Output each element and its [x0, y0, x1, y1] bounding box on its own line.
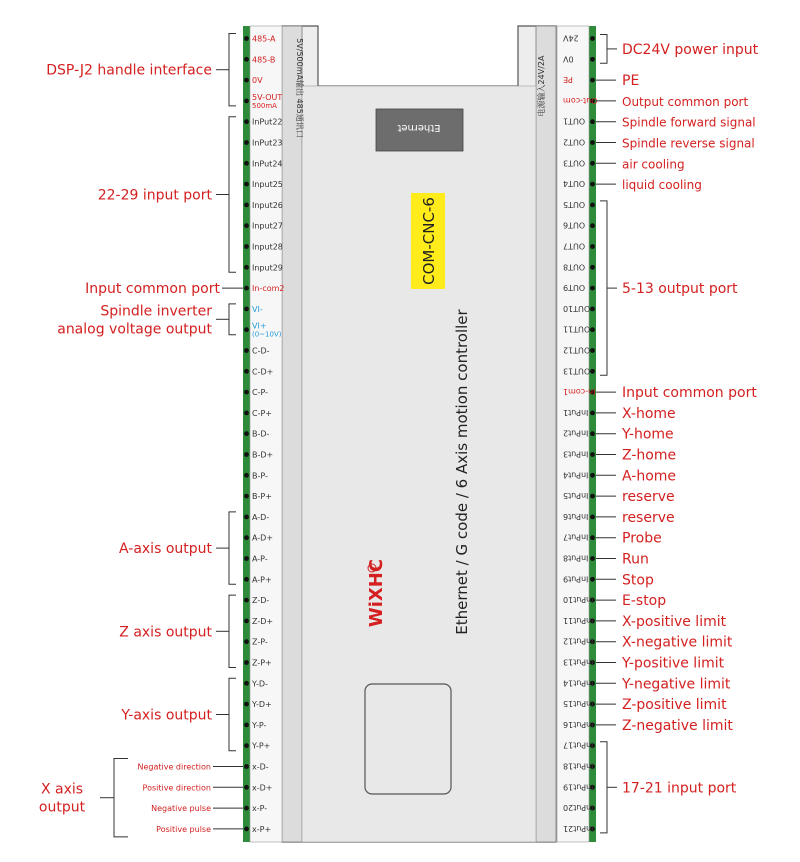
- left-pin-dot: [244, 702, 249, 707]
- left-pin-dot: [244, 57, 249, 62]
- left-pin-dot: [244, 182, 249, 187]
- right-pin-label: InPut1: [563, 407, 589, 417]
- right-group-label: A-home: [622, 468, 677, 485]
- left-pin-label: Input29: [252, 263, 283, 273]
- left-pin-dot: [244, 723, 249, 728]
- left-pin-label: Y-D-: [252, 679, 268, 689]
- right-group-label: Z-positive limit: [622, 697, 727, 714]
- right-group-label: Input common port: [622, 385, 757, 402]
- left-pin-dot: [244, 806, 249, 811]
- right-group-label: E-stop: [622, 593, 667, 610]
- right-pin-label: OUT6: [563, 220, 586, 230]
- left-pin-label: Input25: [252, 180, 283, 190]
- right-strip-text: 电源输入24V/2A: [537, 55, 546, 117]
- left-pin-label: Input28: [252, 242, 283, 252]
- right-group-label: PE: [622, 73, 640, 90]
- right-pin-label: InPut4: [563, 470, 589, 480]
- x-axis-pin-note: Positive pulse: [156, 824, 211, 834]
- right-pin-label: OUT3: [563, 158, 586, 168]
- left-pin-label: Y-D+: [252, 700, 272, 710]
- left-pin-dot: [244, 244, 249, 249]
- x-axis-group-label: output: [38, 799, 86, 816]
- x-axis-pin-note: Negative pulse: [151, 804, 211, 814]
- left-pin-label: C-P+: [252, 408, 272, 418]
- right-pin-label: OUT12: [563, 345, 591, 355]
- left-pin-dot: [244, 535, 249, 540]
- left-pin-label: Y-P-: [252, 720, 267, 730]
- right-group-label: reserve: [622, 489, 675, 506]
- right-pin-label: OUT5: [563, 199, 586, 209]
- right-pin-label: Out-com: [563, 95, 598, 105]
- right-pin-label: InPut2: [563, 428, 589, 438]
- left-pin-label: x-D+: [252, 783, 273, 793]
- right-pin-dot: [590, 411, 595, 416]
- left-pin-dot: [244, 473, 249, 478]
- left-pin-dot: [244, 411, 249, 416]
- right-pin-label: OUT11: [563, 324, 591, 334]
- right-pin-label: InPut10: [563, 595, 594, 605]
- left-pin-label: A-D-: [252, 512, 270, 522]
- model-name: COM-CNC-6: [420, 197, 438, 285]
- left-pin-label: 0V: [252, 76, 263, 86]
- right-pin-label: InPut7: [563, 532, 589, 542]
- left-pin-dot: [244, 681, 249, 686]
- left-pin-dot: [244, 598, 249, 603]
- left-group-label: Spindle inverter: [100, 303, 212, 320]
- right-group-label: reserve: [622, 509, 675, 526]
- left-pin-label: x-P+: [252, 824, 272, 834]
- right-pin-label: OUT4: [563, 179, 586, 189]
- left-pin-dot: [244, 577, 249, 582]
- right-group-label: X-negative limit: [622, 634, 733, 651]
- right-group-label: 5-13 output port: [622, 281, 738, 298]
- left-pin-label: Input26: [252, 200, 283, 210]
- left-pin-dot: [244, 660, 249, 665]
- left-group-5-bracket: [229, 595, 236, 667]
- x-axis-group-label: X axis: [40, 781, 84, 798]
- left-pin-label: 485-B: [252, 55, 276, 65]
- right-pin-label: PE: [563, 75, 573, 85]
- right-pin-dot: [590, 473, 595, 478]
- left-group-label: Z axis output: [119, 624, 212, 641]
- left-annotations: [39, 34, 243, 837]
- right-pin-dot: [590, 286, 595, 291]
- right-pin-label: OUT9: [563, 283, 586, 293]
- right-pin-dot: [590, 57, 595, 62]
- right-group-bracket: [600, 742, 607, 833]
- right-pin-label: 24V: [563, 33, 579, 43]
- right-group-bracket: [600, 201, 607, 375]
- left-group-label: 22-29 input port: [97, 187, 212, 204]
- right-annotations: [596, 35, 759, 833]
- left-group-label: Input common port: [85, 281, 220, 298]
- left-pin-dot: [244, 390, 249, 395]
- right-group-bracket: [600, 35, 607, 64]
- right-group-label: DC24V power input: [622, 41, 759, 58]
- left-pin-dot: [244, 99, 249, 104]
- right-pin-label: InPut13: [563, 657, 594, 667]
- right-pin-label: 0V: [563, 54, 574, 64]
- left-pin-dot: [244, 515, 249, 520]
- left-pin-label-sub: (0~10V): [252, 330, 282, 339]
- ethernet-port-label: Ethernet: [397, 122, 441, 133]
- right-pin-dot: [590, 556, 595, 561]
- left-pin-dot: [244, 307, 249, 312]
- right-group-label: Z-negative limit: [622, 717, 733, 734]
- right-pin-label: InPut19: [563, 782, 594, 792]
- left-pin-label: 5V-OUT: [252, 92, 283, 102]
- right-pin-label: InPut12: [563, 636, 594, 646]
- left-pin-dot: [244, 327, 249, 332]
- right-pin-label: InPut9: [563, 574, 589, 584]
- right-pin-label: InPut6: [563, 511, 589, 521]
- left-pin-label: Z-P+: [252, 658, 272, 668]
- right-pin-dot: [590, 265, 595, 270]
- x-axis-bracket: [114, 759, 128, 837]
- left-pin-label: B-P+: [252, 492, 272, 502]
- left-pin-dot: [244, 36, 249, 41]
- right-group-label: Z-home: [622, 447, 677, 464]
- right-pin-label: InPut5: [563, 491, 589, 501]
- board-side-rail-left: [282, 26, 302, 842]
- left-pin-dot: [244, 78, 249, 83]
- right-pin-dot: [590, 203, 595, 208]
- left-pin-dot: [244, 348, 249, 353]
- left-pin-dot: [244, 161, 249, 166]
- left-pin-dot: [244, 494, 249, 499]
- right-pin-dot: [590, 452, 595, 457]
- right-pin-dot: [590, 223, 595, 228]
- right-group-label: Run: [622, 551, 649, 568]
- left-group-label: analog voltage output: [57, 321, 212, 338]
- right-pin-dot: [590, 78, 595, 83]
- left-pin-label: C-P-: [252, 388, 269, 398]
- right-pin-dot: [590, 577, 595, 582]
- right-pin-label: InPut14: [563, 678, 594, 688]
- left-pin-dot: [244, 286, 249, 291]
- left-pin-dot: [244, 785, 249, 790]
- left-pin-dot: [244, 764, 249, 769]
- left-pin-label: x-D-: [252, 762, 269, 772]
- left-group-label: Y-axis output: [121, 707, 212, 724]
- product-description: Ethernet / G code / 6 Axis motion controller: [453, 309, 471, 635]
- right-group-label: Output common port: [622, 94, 749, 109]
- right-pin-label: InPut11: [563, 615, 594, 625]
- x-axis-pin-note: Negative direction: [137, 762, 211, 772]
- right-pin-dot: [590, 494, 595, 499]
- left-pin-dot: [244, 369, 249, 374]
- left-pin-dot: [244, 619, 249, 624]
- right-group-label: X-home: [622, 405, 676, 422]
- left-pin-label: B-D-: [252, 429, 270, 439]
- left-pin-label: Z-D+: [252, 616, 274, 626]
- left-pin-label: InPut24: [252, 159, 283, 169]
- right-pin-label: OUT10: [563, 303, 591, 313]
- left-pin-label: InPut22: [252, 117, 283, 127]
- left-strip-text: 5V/500mA输出 485通讯口: [295, 38, 304, 138]
- left-pin-dot: [244, 743, 249, 748]
- right-group-label: Spindle forward signal: [622, 115, 756, 130]
- right-pin-label: InPut3: [563, 449, 589, 459]
- left-pin-label: B-D+: [252, 450, 274, 460]
- left-group-0-bracket: [229, 34, 236, 106]
- right-group-label: X-positive limit: [622, 613, 727, 630]
- left-pin-label: Z-P-: [252, 637, 268, 647]
- x-axis-pin-note: Positive direction: [142, 783, 211, 793]
- right-pin-label: InPut21: [563, 823, 594, 833]
- right-group-label: Y-positive limit: [622, 655, 725, 672]
- right-pin-dot: [590, 515, 595, 520]
- right-pin-dot: [590, 36, 595, 41]
- left-group-6-bracket: [229, 678, 236, 750]
- left-group-1-bracket: [229, 117, 236, 273]
- right-pin-dot: [590, 182, 595, 187]
- left-pin-dot: [244, 556, 249, 561]
- left-pin-dot: [244, 140, 249, 145]
- right-group-label: Y-negative limit: [622, 676, 731, 693]
- right-group-label: Probe: [622, 530, 662, 547]
- right-pin-dot: [590, 161, 595, 166]
- left-pin-dot: [244, 431, 249, 436]
- right-pin-label: InPut15: [563, 699, 594, 709]
- right-group-label: liquid cooling: [622, 178, 702, 193]
- left-pin-label: VI+: [252, 321, 267, 331]
- left-pin-label: C-D+: [252, 367, 274, 377]
- right-pin-dot: [590, 535, 595, 540]
- left-pin-label: A-D+: [252, 533, 274, 543]
- right-pin-label: InPut16: [563, 719, 594, 729]
- left-pin-label: A-P-: [252, 554, 268, 564]
- right-pin-label: OUT1: [563, 116, 586, 126]
- left-pin-label: VI-: [252, 304, 263, 314]
- left-pin-dot: [244, 827, 249, 832]
- right-group-label: air cooling: [622, 157, 685, 172]
- brand-logo: WiXHC: [366, 558, 387, 628]
- left-pin-label: Y-P+: [252, 741, 271, 751]
- left-pin-dot: [244, 203, 249, 208]
- right-pin-dot: [590, 119, 595, 124]
- left-pin-label: C-D-: [252, 346, 270, 356]
- right-pin-label: InPut18: [563, 761, 594, 771]
- right-pin-label: In-com1: [563, 387, 596, 397]
- left-pin-dot: [244, 223, 249, 228]
- left-pin-label: Z-D-: [252, 596, 270, 606]
- left-pin-label: B-P-: [252, 471, 268, 481]
- right-pin-label: InPut8: [563, 553, 589, 563]
- left-pin-label: InPut23: [252, 138, 283, 148]
- right-pin-dot: [590, 244, 595, 249]
- right-pin-label: OUT7: [563, 241, 586, 251]
- left-group-label: A-axis output: [119, 541, 212, 558]
- right-pin-label: OUT2: [563, 137, 586, 147]
- right-pin-label: OUT8: [563, 262, 586, 272]
- left-pin-dot: [244, 452, 249, 457]
- left-group-3-bracket: [229, 304, 236, 335]
- right-group-label: Spindle reverse signal: [622, 136, 755, 151]
- left-group-4-bracket: [229, 512, 236, 584]
- left-pin-label: Input27: [252, 221, 283, 231]
- left-pin-label: x-P-: [252, 804, 268, 814]
- left-pin-dot: [244, 265, 249, 270]
- right-group-label: Stop: [622, 572, 654, 589]
- left-pin-label-sub: 500mA: [252, 101, 277, 110]
- right-group-label: Y-home: [622, 426, 674, 443]
- right-pin-label: OUT13: [563, 366, 591, 376]
- right-pin-dot: [590, 431, 595, 436]
- left-pin-label: In-com2: [252, 284, 285, 294]
- left-group-label: DSP-J2 handle interface: [46, 62, 212, 79]
- right-pin-dot: [590, 140, 595, 145]
- right-group-label: 17-21 input port: [622, 780, 737, 797]
- left-pin-label: A-P+: [252, 575, 272, 585]
- board-side-rail-right: [536, 26, 556, 842]
- right-pin-label: InPut17: [563, 740, 594, 750]
- left-pin-dot: [244, 639, 249, 644]
- right-pin-label: InPut20: [563, 803, 594, 813]
- left-pin-label: 485-A: [252, 34, 276, 44]
- left-pin-dot: [244, 119, 249, 124]
